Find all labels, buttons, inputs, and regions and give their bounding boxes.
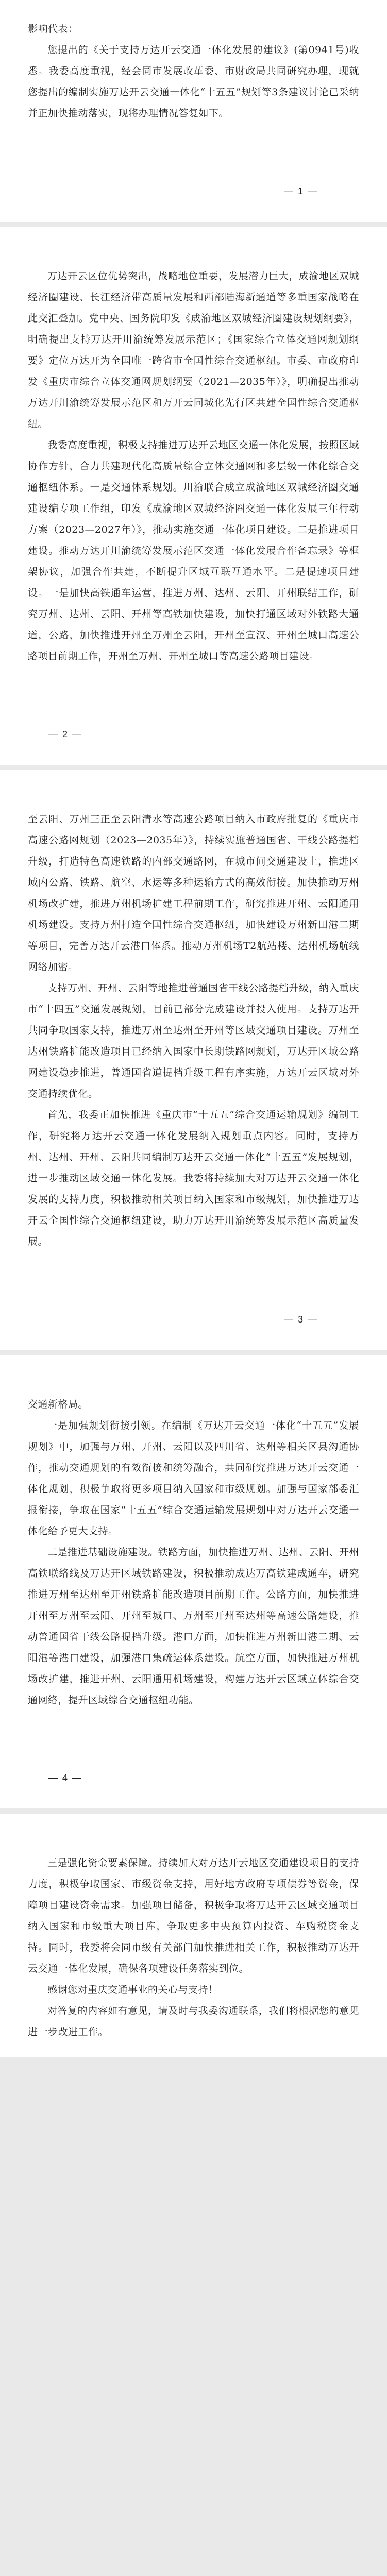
paragraph: 至云阳、万州三正至云阳清水等高速公路项目纳入市政府批复的《重庆市高速公路网规划（2023—2035年）》，持续实施普通国省、干线公路提档升级，打造特色高速铁路的内部交通路网，在城市间交通建设上，推进区域内公路、铁路、航空、水运等多种运输方式的高效衔接。加快推动万州机场改扩建，推进万州机场扩建工程前期工作，研究推进开州、云阳通用机场建设。支持万州打造全国性综合交通枢纽，加快建设万州新田港二期等项目，完善万达开云港口体系。推动万州机场T2航站楼、达州机场航线网络加密。	[28, 814, 359, 973]
closing-note: 对答复的内容如有意见，请及时与我委沟通联系，我们将根据您的意见进一步改进工作。	[28, 2005, 359, 2038]
paragraph: 支持万州、开州、云阳等地推进普通国省干线公路提档升级，纳入重庆市“十四五”交通发展规划，目前已部分完成建设并投入使用。支持万达开共同争取国家支持，推进万州至达州至开州等区域交通项目建设。万州至达州铁路扩能改造项目已经纳入国家中长期铁路网规划，万达开区域公路网建设稳步推进，普通国省道提档升级工程有序实施，万达开云区域对外交通持续优化。	[28, 982, 359, 1099]
page-number: — 4 —	[48, 1773, 83, 1783]
page-3	[0, 765, 387, 1350]
paragraph: 我委高度重视，积极支持推进万达开云地区交通一体化发展，按照区域协作方针，合力共建现代化高质量综合立体交通网和多层级一体化综合交通枢纽体系。一是交通体系规划。川渝联合成立成渝地区双城经济圈交通建设编专项工作组，印发《成渝地区双城经济圈交通一体化发展三年行动方案（2023—2027年）》，推动实施交通一体化项目建设。二是推进项目建设。推动万达开川渝统筹发展示范区交通一体化发展合作备忘录》等框架协议，加强合作共建，不断提升区域互联互通水平。二是提速项目建设。一是加快高铁通车运营，推进万州、达州、云阳、开州联结工作，研究万州、达州、云阳、开州等高铁加快建设，加快打通区域对外铁路大通道，公路，加快推进开州至万州至云阳，开州至宣汉、开州至城口高速公路项目前期工作，开州至万州、开州至城口等高速公路项目建设。	[28, 439, 359, 662]
paragraph: 一是加强规划衔接引领。在编制《万达开云交通一体化“十五五”发展规划》中，加强与万州、开州、云阳以及四川省、达州等相关区县沟通协作，推动交通规划的有效衔接和统筹融合，共同研究推进万达开云交通一体化规划，积极争取将更多项目纳入国家和市级规划。加强与国家部委汇报衔接，争取在国家“十五五”综合交通运输发展规划中对万达开云交通一体化给予更大支持。	[28, 1420, 359, 1537]
paragraph: 三是强化资金要素保障。持续加大对万达开云地区交通建设项目的支持力度，积极争取国家、市级资金支持，用好地方政府专项债券等资金，保障项目建设资金需求。加强项目储备，积极争取将万达开云区域交通项目纳入国家和市级重大项目库，争取更多中央预算内投资、车购税资金支持。同时，我委将会同市级有关部门加快推进相关工作，积极推动万达开云交通一体化发展，确保各项建设任务落实到位。	[28, 1857, 359, 1974]
page-number: — 2 —	[48, 729, 83, 739]
paragraph: 首先，我委正加快推进《重庆市“十五五”综合交通运输规划》编制工作，研究将万达开云交通一体化发展纳入规划重点内容。同时，支持万州、达州、开州、云阳共同编制万达开云交通一体化“十五五”发展规划，进一步推动区域交通一体化发展。我委将持续加大对万达开云交通一体化发展的支持力度，积极推动相关项目纳入国家和市级规划，加快推进万达开云全国性综合交通枢纽建设，助力万达开川渝统筹发展示范区高质量发展。	[28, 1109, 359, 1247]
paragraph: 二是推进基础设施建设。铁路方面，加快推进万州、达州、云阳、开州高铁联络线及万达开区域铁路建设，积极推动成达万高铁建成通车，研究推进万州至达州至开州铁路扩能改造项目前期工作。公路方面，加快推进开州至万州至云阳、开州至城口、万州至开州至达州等高速公路建设，推动普通国省干线公路提档升级。港口方面，加快推进万州新田港二期、云阳港等港口建设，加强港口集疏运体系建设。航空方面，加快推进万州机场改扩建，推进开州、云阳通用机场建设，构建万达开云区域立体综合交通网络，提升区域综合交通枢纽功能。	[28, 1547, 359, 1706]
salutation: 影响代表：	[28, 23, 78, 35]
page-1	[0, 0, 387, 222]
page-5	[0, 1808, 387, 2057]
page-2	[0, 222, 387, 765]
paragraph: 交通新格局。	[28, 1399, 89, 1410]
closing-thanks: 感谢您对重庆交通事业的关心与支持！	[47, 1984, 218, 1995]
page-4	[0, 1350, 387, 1808]
page-number: — 1 —	[283, 186, 318, 196]
paragraph: 您提出的《关于支持万达开云交通一体化发展的建议》(第0941号)收悉。我委高度重视，经会同市发展改革委、市财政局共同研究办理，现就您提出的编制实施万达开云交通一体化“十五五”规划等3条建议讨论已采纳并正加快推动落实，现将办理情况答复如下。	[28, 44, 359, 119]
paragraph: 万达开云区位优势突出，战略地位重要，发展潜力巨大，成渝地区双城经济圈建设、长江经济带高质量发展和西部陆海新通道等多重国家战略在此交汇叠加。党中央、国务院印发《成渝地区双城经济圈建设规划纲要》，明确提出支持万达开川渝统筹发展示范区；《国家综合立体交通网规划纲要》定位万达开为全国唯一跨省市全国性综合交通枢纽。市委、市政府印发《重庆市综合立体交通网规划纲要（2021—2035年）》，明确提出推动万达开川渝统筹发展示范区和万开云同城化先行区共建全国性综合交通枢纽。	[28, 270, 359, 430]
page-number: — 3 —	[283, 1314, 318, 1325]
